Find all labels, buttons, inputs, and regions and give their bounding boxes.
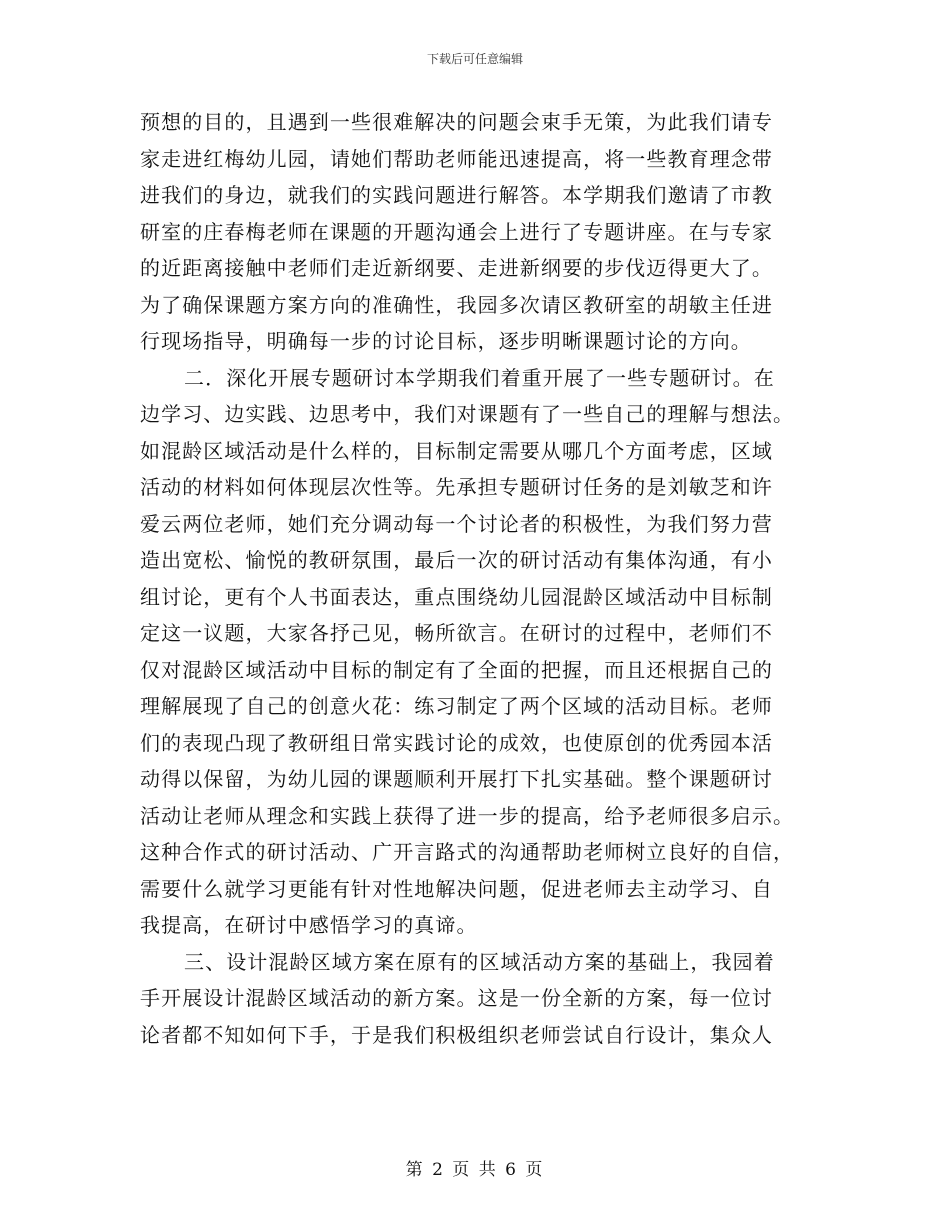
- body-text: [140, 104, 810, 1053]
- text-line: 家走进红梅幼儿园，请她们帮助老师能迅速提高，将一些教育理念带: [140, 146, 773, 171]
- text-line: 活动让老师从理念和实践上获得了进一步的提高，给予老师很多启示。: [140, 803, 795, 828]
- text-line: 造出宽松、愉悦的教研氛围，最后一次的研讨活动有集体沟通，有小: [140, 548, 773, 572]
- text-line: 组讨论，更有个人书面表达，重点围绕幼儿园混龄区域活动中目标制: [140, 584, 773, 609]
- text-line: 研室的庄春梅老师在课题的开题沟通会上进行了专题讲座。在与专家: [140, 219, 773, 244]
- text-line: 进我们的身边，就我们的实践问题进行解答。本学期我们邀请了市教: [140, 183, 773, 207]
- text-line: 的近距离接触中老师们走近新纲要、走进新纲要的步伐迈得更大了。: [140, 256, 773, 280]
- text-line: 二．深化开展专题研讨本学期我们着重开展了一些专题研讨。在: [184, 365, 775, 390]
- text-line: 这种合作式的研讨活动、广开言路式的沟通帮助老师树立良好的自信，: [140, 840, 795, 864]
- text-line: 仅对混龄区域活动中目标的制定有了全面的把握，而且还根据自己的: [140, 657, 773, 682]
- text-line: 活动的材料如何体现层次性等。先承担专题研讨任务的是刘敏芝和许: [140, 475, 773, 499]
- page-header: 下载后可任意编辑: [426, 52, 523, 66]
- text-line: 论者都不知如何下手，于是我们积极组织老师尝试自行设计，集众人: [140, 1022, 773, 1047]
- text-line: 需要什么就学习更能有针对性地解决问题，促进老师去主动学习、自: [140, 876, 773, 901]
- text-line: 三、设计混龄区域方案在原有的区域活动方案的基础上，我园着: [184, 949, 775, 974]
- text-line: 我提高，在研讨中感悟学习的真谛。: [140, 913, 478, 937]
- text-line: 爱云两位老师，她们充分调动每一个讨论者的积极性，为我们努力营: [140, 511, 773, 536]
- text-line: 边学习、边实践、边思考中，我们对课题有了一些自己的理解与想法。: [140, 402, 795, 426]
- text-line: 定这一议题，大家各抒己见，畅所欲言。在研讨的过程中，老师们不: [140, 621, 773, 645]
- text-line: 理解展现了自己的创意火花：练习制定了两个区域的活动目标。老师: [140, 694, 773, 718]
- page-footer: 第 2 页 共 6 页: [405, 1160, 545, 1180]
- text-line: 手开展设计混龄区域活动的新方案。这是一份全新的方案，每一位讨: [140, 986, 773, 1010]
- text-line: 行现场指导，明确每一步的讨论目标，逐步明晰课题讨论的方向。: [140, 329, 752, 353]
- text-line: 动得以保留，为幼儿园的课题顺利开展打下扎实基础。整个课题研讨: [140, 767, 773, 791]
- text-line: 如混龄区域活动是什么样的，目标制定需要从哪几个方面考虑，区域: [140, 438, 773, 463]
- text-line: 预想的目的，且遇到一些很难解决的问题会束手无策，为此我们请专: [140, 110, 773, 134]
- text-line: 们的表现凸现了教研组日常实践讨论的成效，也使原创的优秀园本活: [140, 730, 773, 755]
- text-line: 为了确保课题方案方向的准确性，我园多次请区教研室的胡敏主任进: [140, 292, 773, 317]
